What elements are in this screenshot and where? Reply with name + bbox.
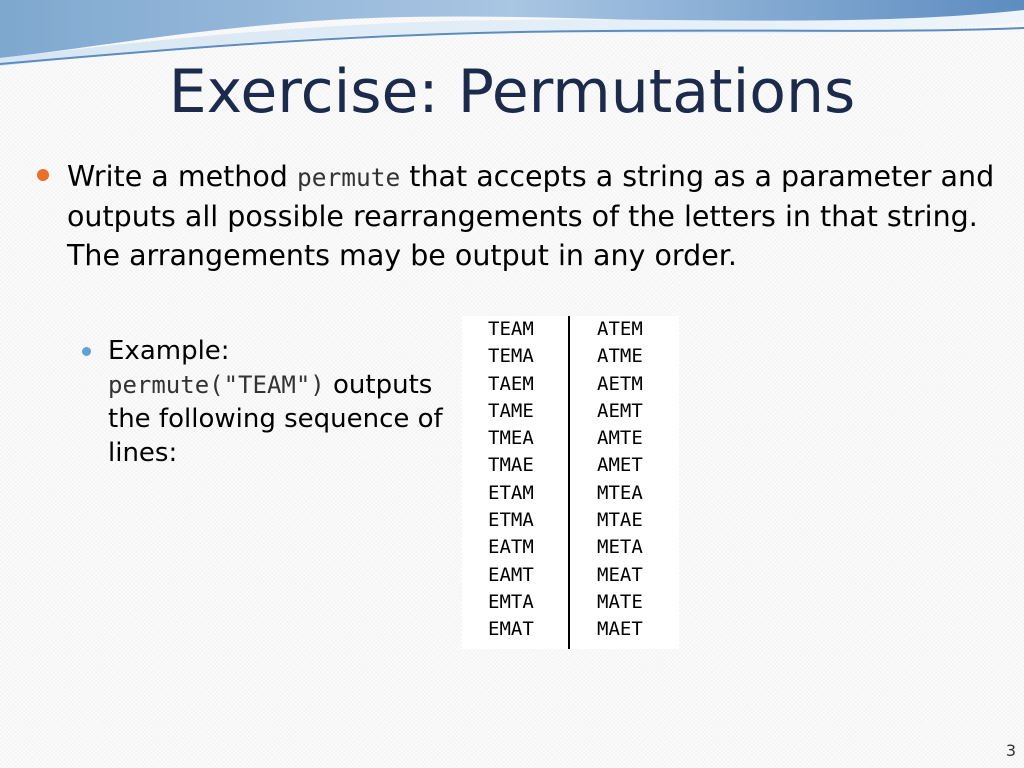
permutation-line: META bbox=[597, 536, 643, 559]
permutation-column-left bbox=[488, 316, 534, 644]
bullet-text bbox=[67, 157, 997, 275]
permutation-line: MTEA bbox=[597, 481, 643, 504]
permutation-line: EATM bbox=[488, 536, 534, 559]
sub-bullet-text-after: outputs the following sequence of lines: bbox=[108, 370, 443, 468]
permutation-line: AMTE bbox=[597, 427, 643, 450]
permutation-line: ATEM bbox=[597, 318, 643, 340]
permutation-line: TMAE bbox=[488, 454, 534, 477]
permutation-line: MATE bbox=[597, 590, 643, 613]
sub-bullet-dot-icon bbox=[82, 347, 91, 356]
permutation-line: MTAE bbox=[597, 509, 643, 532]
permutation-line: TEAM bbox=[488, 318, 534, 340]
method-name-code: permute bbox=[296, 163, 401, 192]
sub-bullet-text bbox=[108, 334, 448, 470]
bullet-text-after: that accepts a string as a parameter and outputs all possible rearrangements of the letters in that string. The arrangements may be output in any order. bbox=[67, 160, 995, 272]
column-divider bbox=[568, 316, 570, 649]
permutation-line: TAME bbox=[488, 399, 534, 422]
permutation-line: EMTA bbox=[488, 590, 534, 613]
example-call-code: permute("TEAM") bbox=[108, 371, 325, 399]
permutation-line: AETM bbox=[597, 372, 643, 395]
permutation-line: TMEA bbox=[488, 427, 534, 450]
permutation-line: ETAM bbox=[488, 481, 534, 504]
permutation-column-right bbox=[597, 316, 643, 644]
permutation-line: TAEM bbox=[488, 372, 534, 395]
bullet-dot-icon bbox=[37, 169, 49, 181]
permutation-line: MAET bbox=[597, 618, 643, 641]
permutation-line: MEAT bbox=[597, 563, 643, 586]
slide-title: Exercise: Permutations bbox=[168, 57, 856, 127]
permutation-line: EMAT bbox=[488, 618, 534, 641]
sub-bullet-text-before: Example: bbox=[108, 336, 230, 366]
page-number: 3 bbox=[1005, 741, 1016, 760]
bullet-text-before: Write a method bbox=[67, 160, 297, 193]
permutation-line: AMET bbox=[597, 454, 643, 477]
permutation-line: ATME bbox=[597, 345, 643, 368]
permutation-line: ETMA bbox=[488, 509, 534, 532]
permutation-line: EAMT bbox=[488, 563, 534, 586]
permutation-line: AEMT bbox=[597, 399, 643, 422]
permutation-line: TEMA bbox=[488, 345, 534, 368]
